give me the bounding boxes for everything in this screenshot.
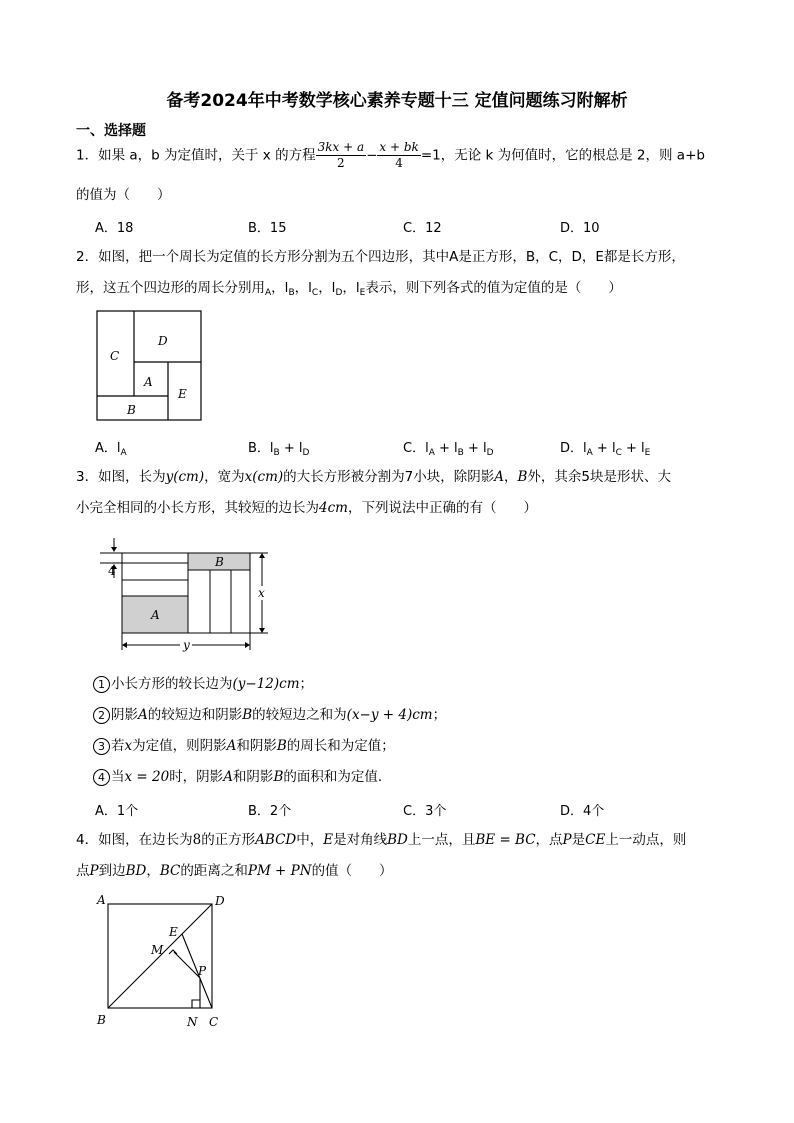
q2-opt-c-plus1: + l	[434, 441, 458, 456]
q2-label-b: B	[127, 403, 136, 417]
q4-label-n: N	[187, 1015, 198, 1029]
q3-l1-d: ，	[503, 469, 518, 485]
q3-s2-a: 阴影	[111, 707, 138, 723]
q3-label-b: B	[215, 555, 224, 569]
q3-s4-a: 当	[111, 769, 125, 785]
q3-s4-d: 的面积和为定值．	[283, 769, 392, 785]
q3-s4-A: A	[223, 769, 233, 785]
q4-l1-e: 上一点，且	[407, 832, 476, 848]
q3-statement-4	[93, 767, 391, 787]
q2-opt-d-sub2: C	[615, 448, 622, 458]
q3-s3-b: 为定值，则阴影	[132, 738, 227, 754]
q3-option-a[interactable]: A．1个	[95, 804, 139, 819]
q1-frac2-denominator: 4	[395, 156, 403, 170]
q1-line2: 的值为（ ）	[76, 187, 171, 203]
q3-s2-num: 2	[93, 707, 110, 724]
q3-s2-c: 的较短边之和为	[252, 707, 347, 723]
q2-line2-pre: 形，这五个四边形的周长分别用	[76, 280, 265, 296]
q3-option-c[interactable]: C．3个	[403, 804, 447, 819]
q2-opt-d-plus1: + l	[592, 441, 616, 456]
q4-l1-abcd: ABCD	[255, 832, 297, 848]
q4-l2-d: 的距离之和	[180, 863, 248, 879]
q3-x-arrow-up	[259, 553, 265, 558]
q1-fraction-2	[377, 140, 420, 171]
q3-s2-d: ；	[432, 707, 447, 723]
q2-opt-b-plus: + l	[279, 441, 303, 456]
q2-option-a[interactable]	[95, 437, 127, 458]
q1-option-c[interactable]: C．12	[403, 221, 442, 236]
q2-opt-d-sub3: E	[644, 448, 651, 458]
q4-l1-P: P	[562, 832, 572, 848]
q4-l1-E: E	[323, 832, 334, 848]
q2-sub-a: A	[265, 288, 272, 298]
q4-l2-a: 点	[76, 863, 90, 879]
q3-l1-e: 外，其余5块是形状、大	[527, 469, 671, 485]
q3-s4-num: 4	[93, 769, 110, 786]
q2-mid-2: ，l	[294, 280, 312, 296]
q4-l1-8: 8	[192, 832, 202, 848]
q2-mid-3: ，l	[318, 280, 336, 296]
q2-line1: 2．如图，把一个周长为定值的长方形分割为五个四边形，其中A是正方形，B，C，D，E都是长方形，	[76, 249, 685, 265]
q2-sub-c: C	[311, 288, 319, 298]
q1-option-b[interactable]: B．15	[248, 221, 287, 236]
q4-figure	[94, 892, 234, 1032]
q3-s3-d: 的周长和为定值；	[286, 738, 395, 754]
q4-l2-BC: BC	[159, 863, 181, 879]
q3-s3-num: 3	[93, 738, 110, 755]
q3-s2-b: 的较短边和阴影	[147, 707, 243, 723]
q4-l2-b: 到边	[98, 863, 126, 879]
q2-figure	[96, 310, 204, 422]
q1-text-post: =1，无论 k 为何值时，它的根总是 2，则 a+b	[420, 147, 705, 164]
q3-l1-y: y(cm)	[165, 469, 205, 485]
q3-l1-b: ，宽为	[204, 469, 245, 485]
q3-statement-1	[93, 674, 313, 694]
q1-line1	[76, 140, 705, 171]
q4-l1-f: ，点	[535, 832, 563, 848]
q3-s3-A: A	[226, 738, 237, 754]
q3-statement-2	[93, 705, 446, 725]
q4-line2	[76, 861, 393, 881]
q1-text-pre: 1．如果 a，b 为定值时，关于 x 的方程	[76, 147, 316, 164]
q2-option-c[interactable]	[403, 437, 494, 458]
q1-minus: −	[366, 147, 378, 164]
q2-opt-a-sub: A	[120, 448, 127, 458]
q2-opt-d-sub1: A	[586, 448, 593, 458]
q2-line2	[76, 278, 622, 303]
q3-s1-math: (y−12)cm	[232, 676, 300, 692]
q2-opt-c-text: C．l	[403, 441, 429, 456]
q4-l1-g: 是	[571, 832, 586, 848]
q4-label-e: E	[169, 925, 178, 939]
q3-l1-A: A	[494, 469, 504, 485]
q2-opt-a-text: A．l	[95, 441, 121, 456]
q3-s1-b: ；	[299, 676, 314, 692]
q4-l2-math: PM + PN	[247, 863, 312, 879]
q3-s3-c: 和阴影	[236, 738, 277, 754]
q2-sub-d: D	[335, 288, 343, 298]
q2-opt-b-sub2: D	[302, 448, 310, 458]
q3-s4-B: B	[273, 769, 284, 785]
q4-label-m: M	[151, 943, 164, 957]
q3-l1-B: B	[517, 469, 528, 485]
q3-l2-4cm: 4cm	[319, 500, 348, 516]
q4-l1-BD: BD	[387, 832, 408, 848]
q3-l2-a: 小完全相同的小长方形，其较短的边长为	[76, 500, 319, 516]
q3-s3-a: 若	[111, 738, 125, 754]
q3-s1-a: 小长方形的较长边为	[111, 676, 233, 692]
q3-s4-math: x = 20	[124, 769, 170, 785]
q3-s1-num: 1	[93, 676, 110, 693]
q4-l2-P: P	[89, 863, 99, 879]
q3-s3-B: B	[276, 738, 287, 754]
q3-l1-a: 3．如图，长为	[76, 469, 166, 485]
q2-opt-b-text: B．l	[248, 441, 274, 456]
q1-frac1-denominator: 2	[337, 156, 345, 170]
q3-s4-b: 时，阴影	[169, 769, 224, 785]
q4-l2-BD: BD	[125, 863, 147, 879]
q4-l1-b: 的正方形	[201, 832, 256, 848]
q3-s3-x: x	[124, 738, 133, 754]
q3-x-arrow-down	[259, 628, 265, 633]
q2-label-d: D	[158, 334, 168, 348]
q1-fraction-1	[316, 140, 367, 171]
q3-option-d[interactable]: D．4个	[560, 804, 605, 819]
q4-right-angle-m	[169, 950, 177, 954]
q4-label-b: B	[97, 1013, 106, 1027]
q3-label-y: y	[183, 638, 190, 652]
q3-s4-c: 和阴影	[232, 769, 274, 785]
q4-right-angle-n	[192, 1000, 200, 1008]
q2-opt-c-plus2: + l	[463, 441, 487, 456]
q4-segment-pm	[174, 952, 200, 978]
q4-l1-a: 4．如图，在边长为	[76, 832, 193, 848]
q2-opt-c-sub2: B	[457, 448, 464, 458]
q3-s2-B: B	[242, 707, 253, 723]
q3-option-b[interactable]: B．2个	[248, 804, 292, 819]
q3-label-a: A	[151, 608, 160, 622]
q2-sub-b: B	[288, 288, 295, 298]
q2-opt-c-sub1: A	[428, 448, 435, 458]
q4-l1-d: 是对角线	[333, 832, 388, 848]
q3-arrow-down	[111, 547, 117, 552]
q2-label-e: E	[178, 387, 187, 401]
q4-l1-c: 中，	[296, 832, 324, 848]
q3-statement-3	[93, 736, 395, 756]
q3-line2	[76, 498, 537, 518]
q2-opt-c-sub3: D	[486, 448, 494, 458]
q2-opt-d-plus2: + l	[621, 441, 645, 456]
q2-mid-4: ，l	[342, 280, 360, 296]
q1-option-d[interactable]: D．10	[560, 221, 600, 236]
q3-y-arrow-left	[122, 642, 127, 648]
q2-option-d[interactable]	[560, 437, 650, 458]
q3-label-4: 4	[108, 564, 116, 578]
q4-l2-e: 的值（ ）	[311, 863, 393, 879]
q4-l1-h: 上一动点，则	[605, 832, 687, 848]
q4-line1	[76, 830, 686, 850]
q4-segment-ce	[182, 934, 212, 1008]
q1-frac1-numerator: 3kx + a	[317, 140, 365, 154]
q2-label-c: C	[110, 349, 120, 363]
q2-opt-b-sub1: B	[273, 448, 280, 458]
q3-l2-b: ，下列说法中正确的有（ ）	[347, 500, 537, 516]
section-heading: 一、选择题	[76, 123, 146, 139]
q4-label-d: D	[215, 894, 225, 908]
q2-line2-post: 表示，则下列各式的值为定值的是（ ）	[365, 280, 622, 296]
q3-s2-math: (x−y + 4)cm	[346, 707, 433, 723]
q4-l2-c: ，	[146, 863, 160, 879]
q4-l1-CE: CE	[585, 832, 606, 848]
q1-frac2-numerator: x + bk	[379, 140, 419, 154]
q3-s2-A: A	[138, 707, 148, 723]
q4-label-a: A	[97, 893, 106, 907]
q2-label-a: A	[144, 375, 153, 389]
q1-option-a[interactable]: A．18	[95, 221, 134, 236]
q4-label-c: C	[209, 1015, 219, 1029]
q3-label-x: x	[258, 586, 265, 600]
q2-sub-e: E	[359, 288, 366, 298]
page-title: 备考2024年中考数学核心素养专题十三 定值问题练习附解析	[166, 91, 628, 111]
q2-outer-rect	[97, 311, 201, 420]
q4-l1-eq: BE = BC	[475, 832, 536, 848]
q3-l1-x: x(cm)	[244, 469, 284, 485]
q3-line1	[76, 467, 671, 487]
q2-option-b[interactable]	[248, 437, 309, 458]
q3-figure	[100, 536, 280, 656]
q2-opt-d-text: D．l	[560, 441, 587, 456]
q2-mid-1: ，l	[271, 280, 289, 296]
q3-l1-c: 的大长方形被分割为7小块，除阴影	[283, 469, 495, 485]
q4-label-p: P	[198, 964, 207, 978]
q3-y-arrow-right	[245, 642, 250, 648]
